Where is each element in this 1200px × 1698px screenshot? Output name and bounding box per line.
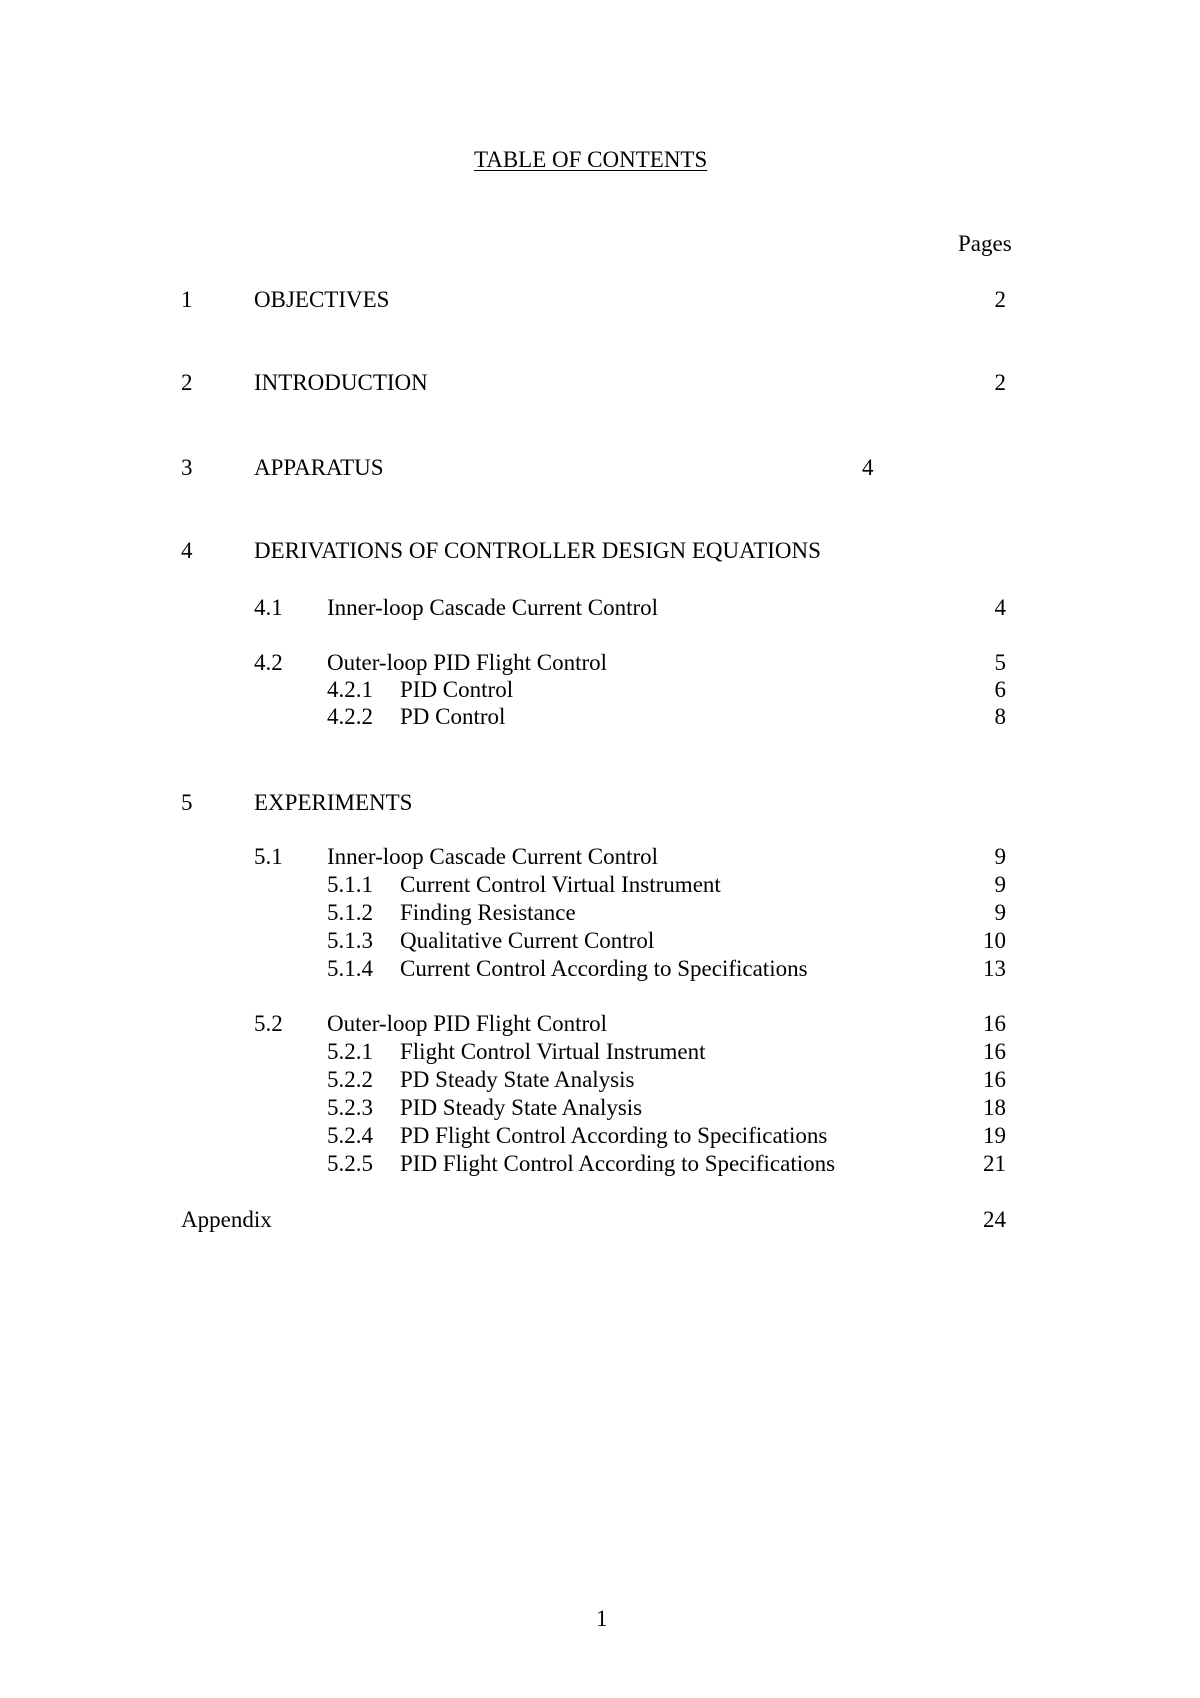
toc-label: OBJECTIVES	[254, 287, 390, 312]
pages-column-header: Pages	[958, 231, 1012, 256]
page-number: 1	[596, 1606, 608, 1631]
toc-page: 10	[983, 928, 1006, 953]
toc-page: 2	[994, 370, 1006, 395]
toc-label: Qualitative Current Control	[400, 928, 655, 953]
toc-page: 13	[983, 956, 1006, 981]
toc-label: Appendix	[181, 1207, 272, 1232]
toc-page: 9	[994, 900, 1006, 925]
toc-page: 21	[983, 1151, 1006, 1176]
toc-page: 16	[983, 1011, 1006, 1036]
toc-page: 8	[994, 704, 1006, 729]
toc-number: 5.1.1	[327, 872, 373, 897]
toc-page: 5	[994, 650, 1006, 675]
toc-page: 24	[983, 1207, 1006, 1232]
toc-number: 5.2	[254, 1011, 283, 1036]
toc-label: EXPERIMENTS	[254, 790, 413, 815]
toc-number: 5.2.3	[327, 1095, 373, 1120]
toc-number: 5.1.4	[327, 956, 373, 981]
toc-page: 9	[994, 844, 1006, 869]
toc-label: PD Control	[400, 704, 506, 729]
toc-page: 16	[983, 1067, 1006, 1092]
toc-number: 4.2.1	[327, 677, 373, 702]
toc-page: 9	[994, 872, 1006, 897]
toc-number: 5	[181, 790, 193, 815]
toc-number: 1	[181, 287, 193, 312]
toc-label: DERIVATIONS OF CONTROLLER DESIGN EQUATIONS	[254, 538, 821, 563]
toc-label: PID Control	[400, 677, 514, 702]
toc-label: Inner-loop Cascade Current Control	[327, 844, 659, 869]
toc-label: INTRODUCTION	[254, 370, 428, 395]
toc-number: 4.2.2	[327, 704, 373, 729]
toc-label: Inner-loop Cascade Current Control	[327, 595, 659, 620]
toc-label: PD Steady State Analysis	[400, 1067, 635, 1092]
toc-number: 5.2.4	[327, 1123, 373, 1148]
toc-number: 2	[181, 370, 193, 395]
toc-label: Finding Resistance	[400, 900, 576, 925]
toc-number: 3	[181, 455, 193, 480]
toc-label: PID Steady State Analysis	[400, 1095, 643, 1120]
toc-number: 5.2.5	[327, 1151, 373, 1176]
toc-label: Current Control According to Specifications	[400, 956, 808, 981]
toc-page: 2	[994, 287, 1006, 312]
toc-page: 16	[983, 1039, 1006, 1064]
toc-number: 4.2	[254, 650, 283, 675]
toc-page: 18	[983, 1095, 1006, 1120]
toc-label: Current Control Virtual Instrument	[400, 872, 721, 897]
toc-label: Outer-loop PID Flight Control	[327, 650, 608, 675]
page-title: TABLE OF CONTENTS	[474, 147, 708, 172]
toc-number: 5.2.1	[327, 1039, 373, 1064]
toc-number: 5.1.2	[327, 900, 373, 925]
toc-page: 19	[983, 1123, 1006, 1148]
toc-number: 5.2.2	[327, 1067, 373, 1092]
toc-page: 6	[994, 677, 1006, 702]
toc-label: Outer-loop PID Flight Control	[327, 1011, 608, 1036]
toc-number: 4.1	[254, 595, 283, 620]
toc-number: 5.1	[254, 844, 283, 869]
toc-label: PD Flight Control According to Specifications	[400, 1123, 828, 1148]
toc-page: 4	[994, 595, 1006, 620]
toc-number: 4	[181, 538, 193, 563]
toc-label: Flight Control Virtual Instrument	[400, 1039, 706, 1064]
toc-label: PID Flight Control According to Specifications	[400, 1151, 836, 1176]
toc-number: 5.1.3	[327, 928, 373, 953]
toc-label: APPARATUS	[254, 455, 384, 480]
toc-page: 4	[862, 455, 874, 480]
